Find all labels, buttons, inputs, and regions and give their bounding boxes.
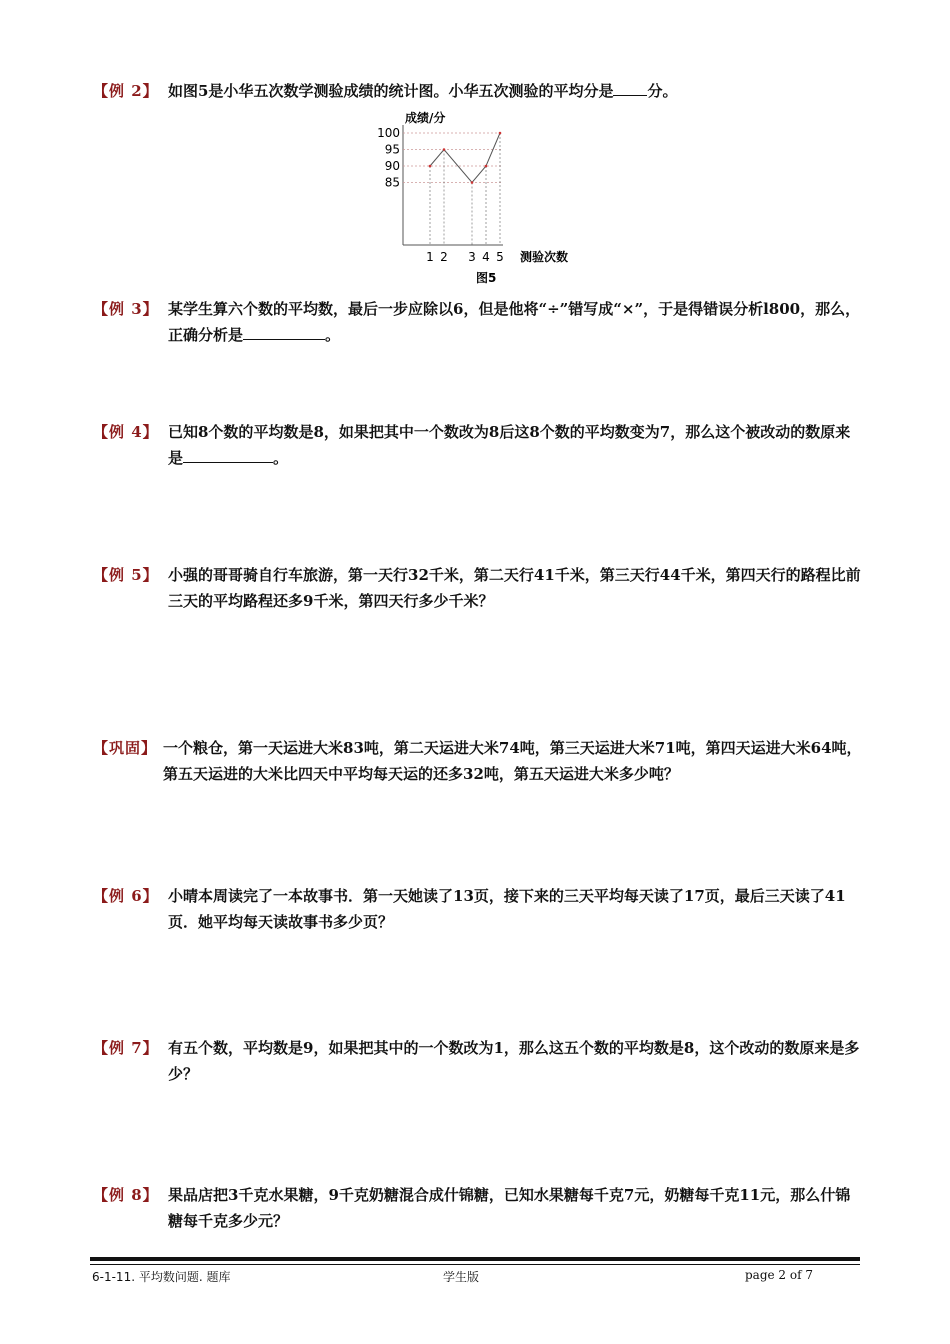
question-2 <box>93 78 863 104</box>
question-tag: 【例 7】 <box>93 1039 159 1057</box>
y-tick-label: 85 <box>384 175 400 190</box>
x-axis-label: 测验次数 <box>520 250 569 264</box>
x-tick-label: 5 <box>496 250 504 264</box>
question-6 <box>93 883 863 935</box>
data-point <box>471 181 474 184</box>
question-body: 某学生算六个数的平均数，最后一步应除以6，但是他将“÷”错写成“×”，于是得错误分析l800，那么，正确分析是 。 <box>168 300 861 344</box>
footer-rule-thin <box>90 1264 860 1265</box>
question-4 <box>93 419 863 471</box>
question-tag: 【例 3】 <box>93 300 159 318</box>
question-body: 已知8个数的平均数是8，如果把其中一个数改为8后这8个数的平均数变为7，那么这个被改动的数原来是 。 <box>168 423 851 467</box>
question-tag: 【例 2】 <box>93 82 159 100</box>
answer-blank <box>243 323 325 340</box>
x-tick-label: 2 <box>440 250 448 264</box>
data-point <box>485 165 488 168</box>
question-body: 如图5是小华五次数学测验成绩的统计图。小华五次测验的平均分是 分。 <box>168 78 863 104</box>
footer-center: 学生版 <box>443 1270 480 1284</box>
question-8 <box>93 1182 863 1234</box>
y-axis-label: 成绩/分 <box>405 111 446 125</box>
question-body: 一个粮仓，第一天运进大米83吨，第二天运进大米74吨，第三天运进大米71吨，第四天运进大米64吨，第五天运进的大米比四天中平均每天运的还多32吨，第五天运进大米多少吨？ <box>163 739 862 783</box>
question-tag: 【例 8】 <box>93 1186 159 1204</box>
question-tag: 【例 6】 <box>93 887 159 905</box>
footer-page: page 2 of 7 <box>745 1268 813 1282</box>
data-point <box>429 165 432 168</box>
chart-caption: 图5 <box>476 271 497 285</box>
answer-blank <box>613 79 647 96</box>
question-tag: 【例 5】 <box>93 566 159 584</box>
footer-left: 6-1-11. 平均数问题. 题库 <box>92 1270 231 1284</box>
question-consolidate <box>93 735 863 787</box>
question-body: 果品店把3千克水果糖，9千克奶糖混合成什锦糖，已知水果糖每千克7元，奶糖每千克11元，那么什锦糖每千克多少元？ <box>168 1186 851 1230</box>
question-body: 小晴本周读完了一本故事书．第一天她读了13页，接下来的三天平均每天读了17页，最后三天读了41页．她平均每天读故事书多少页？ <box>168 887 846 931</box>
footer-rule-thick <box>90 1257 860 1261</box>
data-point <box>499 132 502 135</box>
x-tick-label: 3 <box>468 250 476 264</box>
answer-blank <box>183 446 273 463</box>
x-tick-label: 4 <box>482 250 490 264</box>
score-chart <box>370 107 590 287</box>
question-5 <box>93 562 863 614</box>
x-tick-label: 1 <box>426 250 434 264</box>
question-7 <box>93 1035 863 1087</box>
y-tick-label: 100 <box>377 126 400 140</box>
question-body: 有五个数，平均数是9，如果把其中的一个数改为1，那么这五个数的平均数是8，这个改动的数原来是多少？ <box>168 1039 860 1083</box>
question-3 <box>93 296 863 348</box>
question-body: 小强的哥哥骑自行车旅游，第一天行32千米，第二天行41千米，第三天行44千米，第四天行的路程比前三天的平均路程还多9千米，第四天行多少千米？ <box>168 566 861 610</box>
series-line <box>430 133 500 183</box>
y-tick-label: 95 <box>384 142 400 157</box>
data-point <box>443 148 446 151</box>
score-chart-svg <box>370 107 590 287</box>
y-tick-label: 90 <box>384 159 400 173</box>
question-tag: 【巩固】 <box>93 739 158 757</box>
question-tag: 【例 4】 <box>93 423 159 441</box>
